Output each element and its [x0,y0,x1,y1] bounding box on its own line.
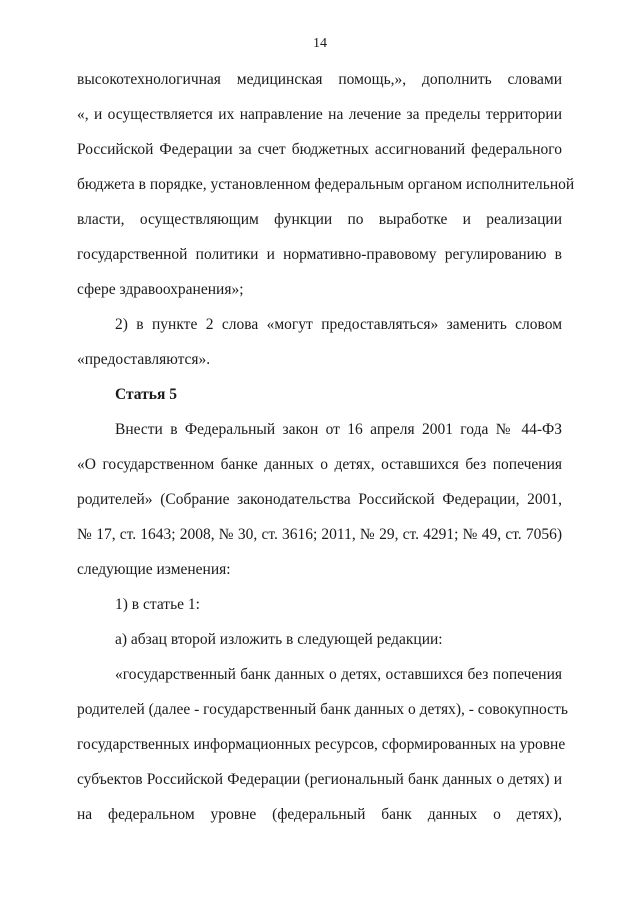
text-line: «предоставляются». [77,351,211,368]
article-heading: Статья 5 [115,386,177,403]
text-line: сфере здравоохранения»; [77,281,244,298]
text-line: «, и осуществляется их направление на лечение за пределы территории [77,106,562,123]
text-line: «О государственном банке данных о детях, оставшихся без попечения [77,456,562,473]
text-line: следующие изменения: [77,561,231,578]
text-line: субъектов Российской Федерации (региональный банк данных о детях) и [77,771,562,788]
text-line: № 17, ст. 1643; 2008, № 30, ст. 3616; 2011, № 29, ст. 4291; № 49, ст. 7056) [77,526,562,543]
text-line: 2) в пункте 2 слова «могут предоставляться» заменить словом [115,316,562,333]
text-line: государственных информационных ресурсов, сформированных на уровне [77,736,566,753]
document-body [77,62,575,832]
text-line: «государственный банк данных о детях, оставшихся без попечения [115,666,562,683]
page-number: 14 [313,36,327,51]
text-line: Внести в Федеральный закон от 16 апреля 2001 года № 44-ФЗ [115,421,562,438]
text-line: родителей» (Собрание законодательства Российской Федерации, 2001, [77,491,562,508]
text-line: родителей (далее - государственный банк данных о детях), - совокупность [77,701,568,718]
text-line: а) абзац второй изложить в следующей редакции: [115,631,443,648]
text-line: бюджета в порядке, установленном федеральным органом исполнительной [77,176,575,193]
text-line: высокотехнологичная медицинская помощь,», дополнить словами [77,71,562,88]
text-line: Российской Федерации за счет бюджетных ассигнований федерального [77,141,562,158]
text-line: государственной политики и нормативно-правовому регулированию в [77,246,562,263]
text-line: 1) в статье 1: [115,596,200,613]
text-line: на федеральном уровне (федеральный банк данных о детях), [77,806,562,823]
text-line: власти, осуществляющим функции по выработке и реализации [77,211,562,228]
